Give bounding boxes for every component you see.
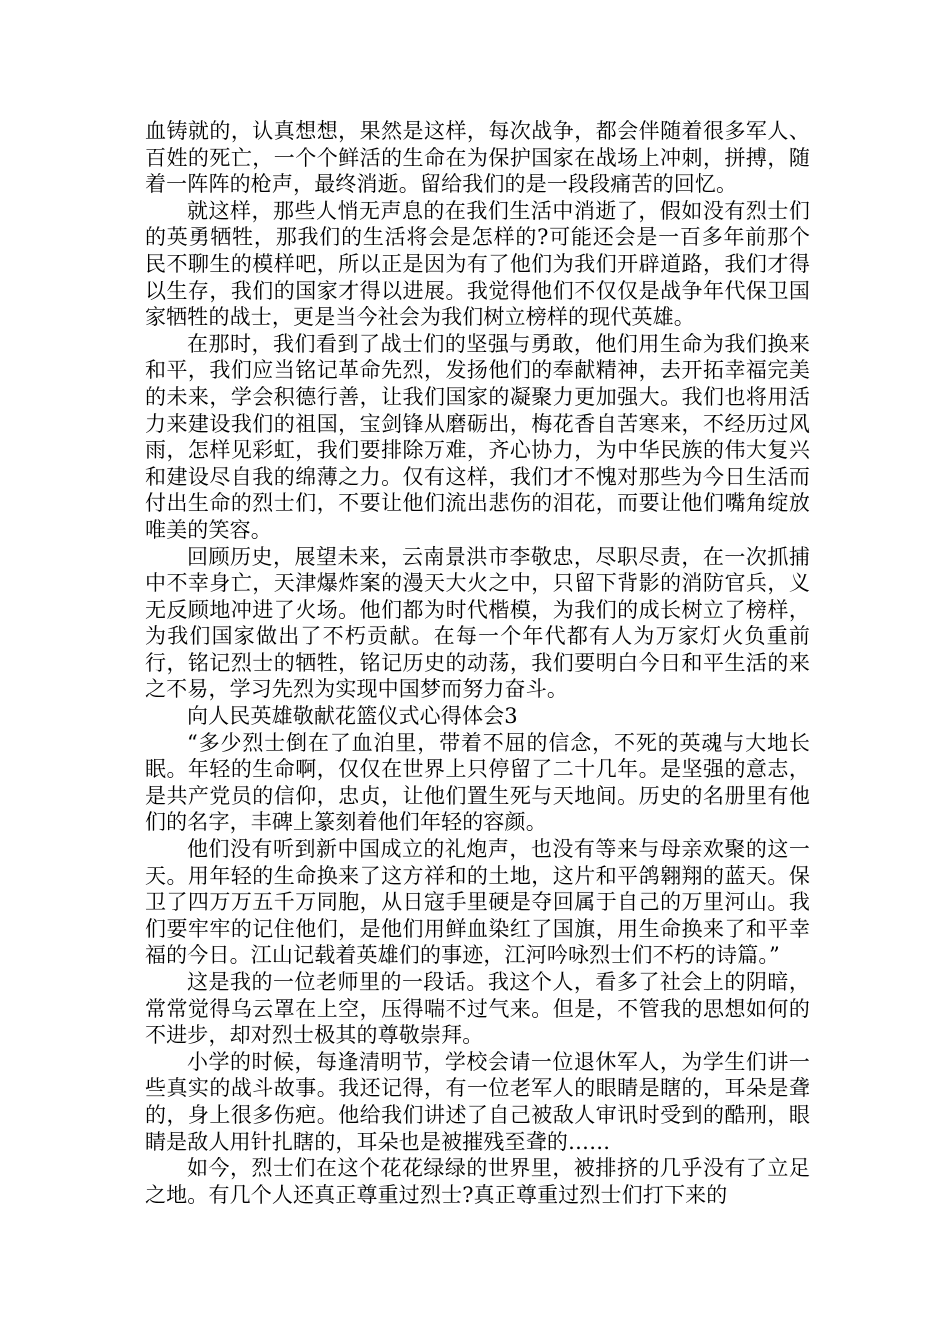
document-page <box>145 118 810 1208</box>
section-heading: 向人民英雄敬献花篮仪式心得体会3 <box>187 704 518 729</box>
paragraph-2: 就这样，那些人悄无声息的在我们生活中消逝了，假如没有烈士们的英勇牺牲，那我们的生活将会是怎样的?可能还会是一百多年前那个民不聊生的模样吧，所以正是因为有了他们为我们开辟道路，我们才得以生存，我们的国家才得以进展。我觉得他们不仅仅是战争年代保卫国家牺牲的战士，更是当今社会为我们树立榜样的现代英雄。 <box>145 198 810 330</box>
paragraph-4: 回顾历史，展望未来，云南景洪市李敬忠，尽职尽责，在一次抓捕中不幸身亡，天津爆炸案的漫天大火之中，只留下背影的消防官兵，义无反顾地冲进了火场。他们都为时代楷模，为我们的成长树立了榜样，为我们国家做出了不朽贡献。在每一个年代都有人为万家灯火负重前行，铭记烈士的牺牲，铭记历史的动荡，我们要明白今日和平生活的来之不易，学习先烈为实现中国梦而努力奋斗。 <box>145 544 810 702</box>
paragraph-9: 如今，烈士们在这个花花绿绿的世界里，被排挤的几乎没有了立足之地。有几个人还真正尊重过烈士?真正尊重过烈士们打下来的 <box>145 1156 810 1207</box>
paragraph-7: 这是我的一位老师里的一段话。我这个人，看多了社会上的阴暗，常常觉得乌云罩在上空，压得喘不过气来。但是，不管我的思想如何的不进步，却对烈士极其的尊敬崇拜。 <box>145 970 810 1048</box>
paragraph-1: 血铸就的，认真想想，果然是这样，每次战争，都会伴随着很多军人、百姓的死亡，一个个鲜活的生命在为保护国家在战场上冲刺，拼搏，随着一阵阵的枪声，最终消逝。留给我们的是一段段痛苦的回忆。 <box>145 119 810 197</box>
paragraph-6: 他们没有听到新中国成立的礼炮声，也没有等来与母亲欢聚的这一天。用年轻的生命换来了这方祥和的土地，这片和平鸽翱翔的蓝天。保卫了四万万五千万同胞，从日寇手里硬是夺回属于自己的万里河山。我们要牢牢的记住他们，是他们用鲜血染红了国旗，用生命换来了和平幸福的今日。江山记载着英雄们的事迹，江河吟咏烈士们不朽的诗篇。” <box>145 837 810 968</box>
paragraph-5: “多少烈士倒在了血泊里，带着不屈的信念，不死的英魂与大地长眠。年轻的生命啊，仅仅在世界上只停留了二十几年。是坚强的意志，是共产党员的信仰，忠贞，让他们置生死与天地间。历史的名册里有他们的名字，丰碑上篆刻着他们年轻的容颜。 <box>145 730 810 835</box>
paragraph-3: 在那时，我们看到了战士们的坚强与勇敢，他们用生命为我们换来和平，我们应当铭记革命先烈，发扬他们的奉献精神，去开拓幸福完美的未来，学会积德行善，让我们国家的凝聚力更加强大。我们也将用活力来建设我们的祖国，宝剑锋从磨砺出，梅花香自苦寒来，不经历过风雨，怎样见彩虹，我们要排除万难，齐心协力，为中华民族的伟大复兴和建设尽自我的绵薄之力。仅有这样，我们才不愧对那些为今日生活而付出生命的烈士们，不要让他们流出悲伤的泪花，而要让他们嘴角绽放唯美的笑容。 <box>145 331 810 542</box>
paragraph-8: 小学的时候，每逢清明节，学校会请一位退休军人，为学生们讲一些真实的战斗故事。我还记得，有一位老军人的眼睛是瞎的，耳朵是聋的，身上很多伤疤。他给我们讲述了自己被敌人审讯时受到的酷刑，眼睛是敌人用针扎瞎的，耳朵也是被摧残至聋的…… <box>145 1049 810 1154</box>
